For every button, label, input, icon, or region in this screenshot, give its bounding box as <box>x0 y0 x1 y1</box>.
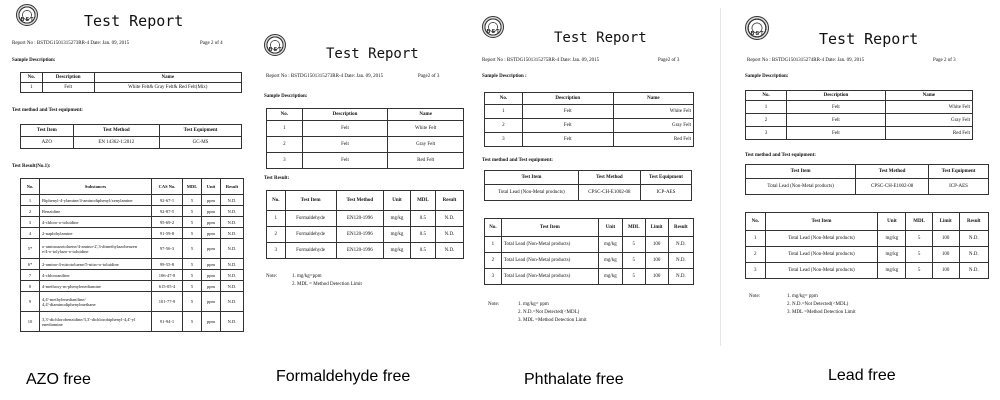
table-cell: Total Lead (Non-Metal products) <box>485 185 579 201</box>
col-header: Test Equipment <box>929 165 989 179</box>
azo-result-body <box>21 195 244 332</box>
table-cell: Gray Felt <box>885 114 972 127</box>
col-header: Test Item <box>501 219 598 237</box>
col-header: Substances <box>40 179 152 195</box>
table-cell: 2 <box>485 119 523 133</box>
table-cell: Formaldehyde <box>285 227 336 243</box>
col-header: MDL <box>410 191 435 211</box>
table-cell: mg/kg <box>384 243 411 259</box>
col-header: Test Method <box>73 125 159 137</box>
col-header: Test Equipment <box>160 125 242 137</box>
caption-lead-free: Lead free <box>828 367 896 384</box>
table-cell: 5 <box>622 253 645 269</box>
page-number: Page 2 of 4 <box>200 41 223 46</box>
table-cell: N.D. <box>435 243 463 259</box>
table-cell: 0.5 <box>410 211 435 227</box>
col-header: Result <box>435 191 463 211</box>
unit: ppm <box>202 228 221 239</box>
method-table <box>484 170 692 201</box>
cas-number: 99-55-8 <box>152 259 183 270</box>
table-cell: Felt <box>787 127 886 140</box>
note-line: 3. MDL =Method Detection Limit <box>518 318 587 323</box>
substance-name <box>40 239 152 259</box>
cas-number: 91-94-1 <box>152 312 183 332</box>
substance-line: 4-methoxy-m-phenylenediamine <box>42 283 101 289</box>
table-cell: 100 <box>645 269 668 285</box>
table-cell: Felt <box>787 114 886 127</box>
note-line: 3. MDL =Method Detection Limit <box>787 310 856 315</box>
sample-table <box>745 90 973 140</box>
table-cell: 1 <box>485 105 523 119</box>
substance-line: 4-chloroaniline <box>42 272 70 278</box>
table-cell: 0.5 <box>410 243 435 259</box>
result: N.D. <box>221 206 244 217</box>
sample-description-heading: Sample Description: <box>12 58 56 63</box>
mdl-value: 5 <box>183 312 202 332</box>
table-cell: Felt <box>787 101 886 114</box>
col-header: Test Item <box>746 165 856 179</box>
table-cell: 100 <box>645 237 668 253</box>
mdl-value: 5 <box>183 217 202 228</box>
table-cell: 2 <box>267 227 286 243</box>
table-cell: 1 <box>21 83 43 93</box>
row-number: 9 <box>21 292 40 312</box>
col-header: Unit <box>878 213 906 231</box>
bst-logo-icon: B S T <box>745 16 769 40</box>
substance-name <box>40 270 152 281</box>
col-header: Result <box>959 213 988 231</box>
table-cell: 100 <box>645 253 668 269</box>
table-cell: mg/kg <box>384 211 411 227</box>
caption-formaldehyde-free: Formaldehyde free <box>276 368 411 385</box>
col-header: No. <box>21 179 40 195</box>
result-heading: Test Result(No.1): <box>12 164 51 169</box>
note-line: 2. N.D.=Not Detected(<MDL) <box>518 310 580 315</box>
table-cell: Total Lead (Non-Metal products) <box>765 263 878 279</box>
table-cell: EN120-1996 <box>336 211 384 227</box>
substance-name <box>40 206 152 217</box>
table-row <box>21 312 244 332</box>
report-title: Test Report <box>554 30 647 46</box>
table-cell: GC-MS <box>160 137 242 149</box>
table-row <box>21 228 244 239</box>
table-cell: EN120-1996 <box>336 227 384 243</box>
table-cell: N.D. <box>435 227 463 243</box>
table-cell: 5 <box>622 269 645 285</box>
table-cell: Felt <box>42 83 94 93</box>
result: N.D. <box>221 217 244 228</box>
table-cell: 1 <box>485 237 502 253</box>
table-cell: 3 <box>485 269 502 285</box>
table-cell: 2 <box>746 247 766 263</box>
table-cell: N.D. <box>668 253 693 269</box>
table-cell: Red Felt <box>388 153 464 169</box>
table-cell: 5 <box>906 263 932 279</box>
substance-line: enediamine <box>42 321 63 327</box>
substance-line: Biphenyl-4-ylamine/4-aminodiphenyl/xenylamine <box>42 197 133 203</box>
table-cell: White Felt <box>613 105 693 119</box>
substance-line: e/4-o-tolylazo-o-toluidine <box>42 248 89 254</box>
col-header: No. <box>746 91 787 101</box>
azo-report-page <box>8 0 246 362</box>
table-cell: N.D. <box>959 263 988 279</box>
table-row <box>21 270 244 281</box>
table-cell: N.D. <box>959 247 988 263</box>
note-label: Note: <box>266 274 278 279</box>
substance-line: 2-naphthylamine <box>42 230 73 236</box>
report-number: Report No : BSTDG1501315274RR-4 Date: Jan. 09, 2015 <box>747 58 865 63</box>
col-header: Test Method <box>856 165 929 179</box>
col-header: Test Item <box>21 125 74 137</box>
col-header: Description <box>302 109 388 121</box>
table-cell: N.D. <box>435 211 463 227</box>
col-header: Name <box>885 91 972 101</box>
col-header: MDL <box>622 219 645 237</box>
table-cell: Gray Felt <box>388 137 464 153</box>
table-cell: Red Felt <box>613 133 693 147</box>
table-cell: EN 14362-1:2012 <box>73 137 159 149</box>
cas-number: 95-69-2 <box>152 217 183 228</box>
table-row <box>21 217 244 228</box>
report-meta <box>12 41 240 46</box>
table-cell: Gray Felt <box>613 119 693 133</box>
table-cell: Red Felt <box>885 127 972 140</box>
col-header: Result <box>221 179 244 195</box>
table-cell: mg/kg <box>878 231 906 247</box>
table-cell: mg/kg <box>878 247 906 263</box>
result-heading: Test Result: <box>264 176 290 181</box>
table-row <box>21 259 244 270</box>
col-header: CAS No. <box>152 179 183 195</box>
table-cell: Total Lead (Non-Metal products) <box>501 237 598 253</box>
method-heading: Test method and Test equipment: <box>745 153 816 158</box>
table-cell: Felt <box>522 133 613 147</box>
table-cell: 2 <box>746 114 787 127</box>
col-header: Description <box>42 73 94 83</box>
substance-name <box>40 281 152 292</box>
col-header: No. <box>267 191 286 211</box>
report-title: Test Report <box>84 12 184 30</box>
col-header: Description <box>787 91 886 101</box>
result: N.D. <box>221 259 244 270</box>
table-cell: N.D. <box>668 269 693 285</box>
col-header: MDL <box>183 179 202 195</box>
note-label: Note: <box>488 302 500 307</box>
table-cell: White Felt <box>885 101 972 114</box>
col-header: Test Equipment <box>640 171 691 185</box>
phthalate-report-page <box>478 10 700 332</box>
table-cell: Total Lead (Non-Metal products) <box>501 269 598 285</box>
col-header: No. <box>746 213 766 231</box>
unit: ppm <box>202 312 221 332</box>
table-cell: Felt <box>302 121 388 137</box>
table-cell: 100 <box>932 231 959 247</box>
table-cell: 3 <box>746 263 766 279</box>
table-cell: 1 <box>746 231 766 247</box>
page-number: Page 2 of 3 <box>933 58 956 63</box>
result: N.D. <box>221 239 244 259</box>
table-cell: AZO <box>21 137 74 149</box>
lead-report-page <box>720 8 999 346</box>
substance-name <box>40 292 152 312</box>
row-number: 5* <box>21 239 40 259</box>
mdl-value: 5 <box>183 259 202 270</box>
table-cell: Felt <box>522 119 613 133</box>
bst-logo-icon: B S T <box>16 4 38 26</box>
unit: ppm <box>202 239 221 259</box>
substance-line: 4,4'-diaminodiphenylmethane <box>42 301 96 307</box>
table-cell: White Felt& Gray Felt& Red Felt(Mix) <box>94 83 241 93</box>
col-header: No. <box>21 73 43 83</box>
table-cell: EN120-1996 <box>336 243 384 259</box>
table-cell: 1 <box>746 101 787 114</box>
report-title: Test Report <box>819 30 919 48</box>
bst-logo-icon: B S T <box>264 34 286 56</box>
lead-result-table <box>484 218 694 285</box>
note-line: 1. mg/kg= ppm <box>518 302 549 307</box>
table-cell: N.D. <box>959 231 988 247</box>
formaldehyde-result-table <box>266 190 464 259</box>
row-number: 4 <box>21 228 40 239</box>
method-table <box>20 124 242 149</box>
report-number: Report No : BSTDG1501315273RR-4 Date: Jan. 09, 2015 <box>12 41 130 46</box>
table-cell: 1 <box>267 121 303 137</box>
table-cell: 5 <box>622 237 645 253</box>
notes-list <box>787 294 856 318</box>
substance-name <box>40 259 152 270</box>
substance-name <box>40 217 152 228</box>
sample-description-heading: Sample Description: <box>264 94 308 99</box>
col-header: Unit <box>598 219 622 237</box>
result: N.D. <box>221 228 244 239</box>
table-cell: mg/kg <box>598 253 622 269</box>
unit: ppm <box>202 270 221 281</box>
col-header: Name <box>613 93 693 105</box>
sample-table <box>484 92 694 147</box>
method-heading: Test method and Test equipment: <box>12 108 83 113</box>
row-number: 1 <box>21 195 40 206</box>
result: N.D. <box>221 312 244 332</box>
page-number: Page2 of 3 <box>418 74 440 79</box>
table-cell: 1 <box>267 211 286 227</box>
table-cell: CPSC-CH-E1002-08 <box>578 185 640 201</box>
unit: ppm <box>202 281 221 292</box>
caption-phthalate-free: Phthalate free <box>524 371 624 388</box>
sample-table <box>266 108 464 169</box>
substance-name <box>40 312 152 332</box>
col-header: Test Method <box>336 191 384 211</box>
table-cell: Total Lead (Non-Metal products) <box>765 231 878 247</box>
method-table <box>745 164 989 195</box>
method-heading: Test method and Test equipment: <box>482 158 553 163</box>
col-header: Test Item <box>485 171 579 185</box>
formaldehyde-report-page <box>258 28 470 304</box>
table-cell: CPSC-CH-E1002-08 <box>856 179 929 195</box>
col-header: Description <box>522 93 613 105</box>
col-header: No. <box>267 109 303 121</box>
table-cell: ICP-AES <box>929 179 989 195</box>
unit: ppm <box>202 292 221 312</box>
mdl-value: 5 <box>183 281 202 292</box>
col-header: No. <box>485 93 523 105</box>
table-cell: Total Lead (Non-Metal products) <box>746 179 856 195</box>
mdl-value: 5 <box>183 239 202 259</box>
result: N.D. <box>221 292 244 312</box>
table-cell: 2 <box>267 137 303 153</box>
substance-line: 4,4'-methylenedianiline/ <box>42 296 86 302</box>
note-line: 1. mg/kg=ppm <box>292 274 322 279</box>
mdl-value: 5 <box>183 195 202 206</box>
col-header: Limit <box>645 219 668 237</box>
page-number: Page2 of 3 <box>658 58 680 63</box>
note-label: Note: <box>749 294 761 299</box>
table-cell: mg/kg <box>598 269 622 285</box>
unit: ppm <box>202 217 221 228</box>
cas-number: 101-77-9 <box>152 292 183 312</box>
substance-line: o-aminoazotoluene/4-amino-2',3-dimethylazobenzen <box>42 243 138 249</box>
substance-name <box>40 195 152 206</box>
col-header: Result <box>668 219 693 237</box>
table-cell: 3 <box>485 133 523 147</box>
row-number: 3 <box>21 217 40 228</box>
table-row <box>21 206 244 217</box>
col-header: Test Item <box>285 191 336 211</box>
row-number: 2 <box>21 206 40 217</box>
caption-azo-free: AZO free <box>26 371 91 388</box>
note-line: 2. MDL = Method Detection Limit <box>292 282 362 287</box>
col-header: Name <box>94 73 241 83</box>
table-cell: 3 <box>267 153 303 169</box>
result: N.D. <box>221 195 244 206</box>
report-meta <box>482 58 696 63</box>
cas-number: 106-47-8 <box>152 270 183 281</box>
col-header: Test Method <box>578 171 640 185</box>
table-cell: 3 <box>267 243 286 259</box>
table-cell: White Felt <box>388 121 464 137</box>
unit: ppm <box>202 206 221 217</box>
col-header: MDL <box>906 213 932 231</box>
row-number: 10 <box>21 312 40 332</box>
report-meta <box>266 74 466 79</box>
mdl-value: 5 <box>183 206 202 217</box>
table-cell: mg/kg <box>878 263 906 279</box>
result: N.D. <box>221 270 244 281</box>
table-cell: 0.5 <box>410 227 435 243</box>
unit: ppm <box>202 259 221 270</box>
sample-table <box>20 72 242 93</box>
table-cell: Formaldehyde <box>285 211 336 227</box>
mdl-value: 5 <box>183 228 202 239</box>
azo-result-table <box>20 178 244 332</box>
mdl-value: 5 <box>183 270 202 281</box>
table-cell: mg/kg <box>384 227 411 243</box>
report-meta <box>747 58 987 63</box>
table-row <box>21 292 244 312</box>
substance-line: 3,3'-dichlorobenzidine/3,3'-dichlorobiphenyl-4,4'-yl <box>42 316 136 322</box>
note-line: 2. N.D.=Not Detected(<MDL) <box>787 302 849 307</box>
table-cell: Formaldehyde <box>285 243 336 259</box>
table-cell: 5 <box>906 231 932 247</box>
report-number: Report No : BSTDG1501315273RR-4 Date: Jan. 09, 2015 <box>266 74 384 79</box>
table-cell: 5 <box>906 247 932 263</box>
col-header: No. <box>485 219 502 237</box>
table-cell: ICP-AES <box>640 185 691 201</box>
table-cell: N.D. <box>668 237 693 253</box>
table-cell: Total Lead (Non-Metal products) <box>765 247 878 263</box>
row-number: 6* <box>21 259 40 270</box>
lead-result-table <box>745 212 989 279</box>
table-row <box>21 281 244 292</box>
unit: ppm <box>202 195 221 206</box>
result: N.D. <box>221 281 244 292</box>
table-cell: Felt <box>302 153 388 169</box>
col-header: Name <box>388 109 464 121</box>
table-row <box>21 239 244 259</box>
table-cell: 2 <box>485 253 502 269</box>
notes-list <box>518 302 587 326</box>
col-header: Unit <box>384 191 411 211</box>
col-header: Test Item <box>765 213 878 231</box>
table-cell: 3 <box>746 127 787 140</box>
note-line: 1. mg/kg= ppm <box>787 294 818 299</box>
row-number: 8 <box>21 281 40 292</box>
cas-number: 91-59-8 <box>152 228 183 239</box>
bst-logo-icon: B S T <box>482 16 504 38</box>
report-number: Report No : BSTDG1501315275RR-4 Date: Jan. 09, 2015 <box>482 58 600 63</box>
table-cell: mg/kg <box>598 237 622 253</box>
substance-line: 2-amino-4-nitrotoluene/5-nitro-o-toluidine <box>42 261 119 267</box>
cas-number: 92-87-5 <box>152 206 183 217</box>
cas-number: 615-05-4 <box>152 281 183 292</box>
table-cell: 100 <box>932 263 959 279</box>
table-cell: Felt <box>522 105 613 119</box>
col-header: Unit <box>202 179 221 195</box>
cas-number: 92-67-1 <box>152 195 183 206</box>
table-cell: 100 <box>932 247 959 263</box>
sample-description-heading: Sample Description: <box>745 74 789 79</box>
cas-number: 97-56-3 <box>152 239 183 259</box>
report-title: Test Report <box>326 46 419 62</box>
table-row <box>21 195 244 206</box>
substance-line: 4-chloro-o-toluidine <box>42 219 79 225</box>
row-number: 7 <box>21 270 40 281</box>
notes-list <box>292 274 362 290</box>
table-cell: Total Lead (Non-Metal products) <box>501 253 598 269</box>
mdl-value: 5 <box>183 292 202 312</box>
table-cell: Felt <box>302 137 388 153</box>
col-header: Limit <box>932 213 959 231</box>
sample-description-heading: Sample Description : <box>482 74 527 79</box>
substance-line: Benzidine <box>42 208 61 214</box>
substance-name <box>40 228 152 239</box>
